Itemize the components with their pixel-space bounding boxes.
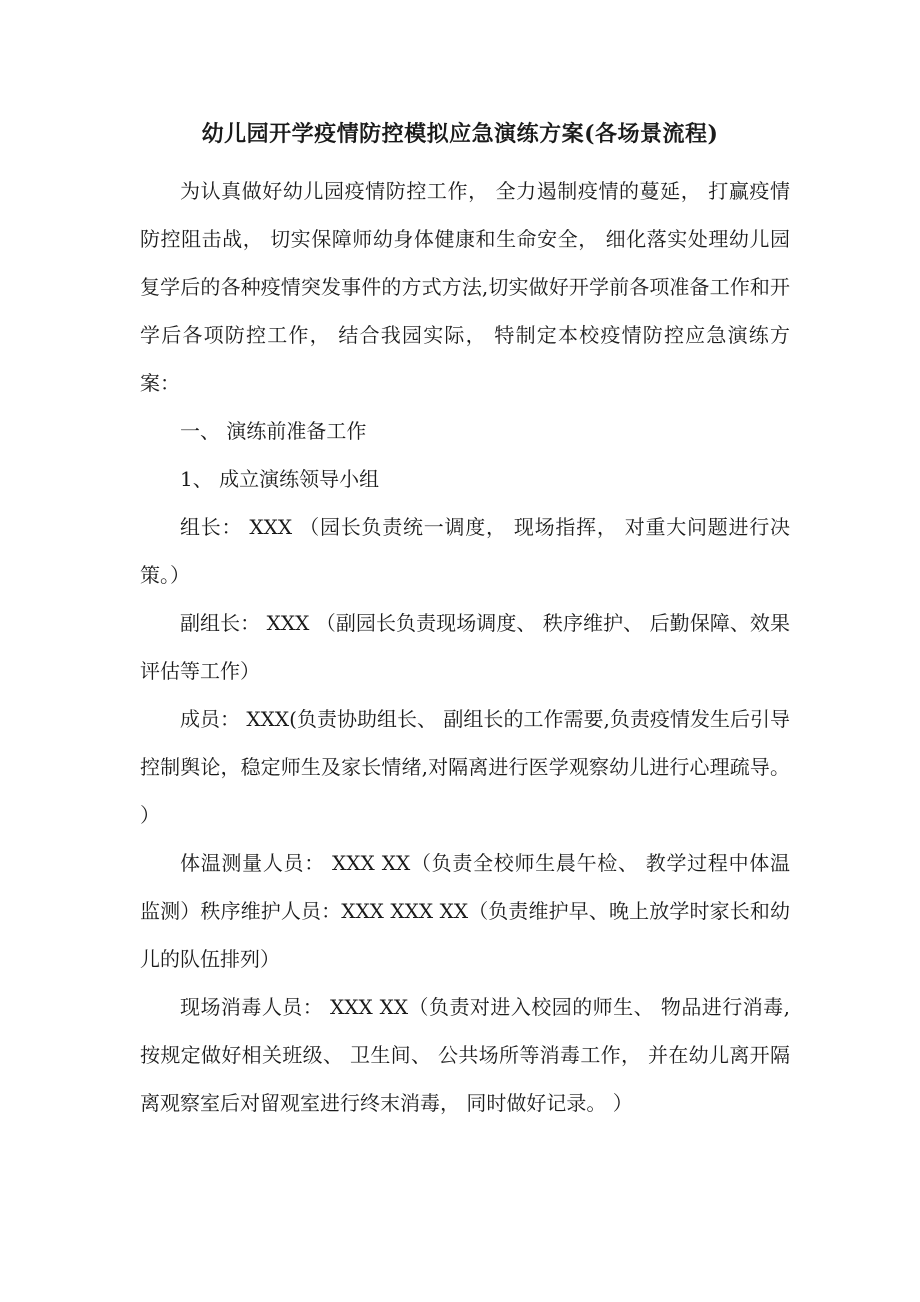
paragraph-disinfection-staff: 现场消毒人员： XXX XX（负责对进入校园的师生、 物品进行消毒,按规定做好相关班级、 卫生间、 公共场所等消毒工作， 并在幼儿离开隔离观察室后对留观室进行终末消毒， 同时做好记录。 ） <box>140 995 790 1115</box>
section-heading: 一、 演练前准备工作 <box>180 419 367 443</box>
paragraph-leader: 组长： XXX （园长负责统一调度， 现场指挥， 对重大问题进行决策。） <box>140 515 790 587</box>
paragraph-intro: 为认真做好幼儿园疫情防控工作， 全力遏制疫情的蔓延， 打赢疫情防控阻击战， 切实保障师幼身体健康和生命安全， 细化落实处理幼儿园复学后的各种疫情突发事件的方式方法,切实做好开学前各项准备工作和开学后各项防控工作， 结合我园实际， 特制定本校疫情防控应急演练方案： <box>140 179 790 395</box>
subsection-heading: 1、 成立演练领导小组 <box>180 467 380 491</box>
paragraph-members: 成员： XXX(负责协助组长、 副组长的工作需要,负责疫情发生后引导控制舆论，稳定师生及家长情绪,对隔离进行医学观察幼儿进行心理疏导。 ） <box>140 707 790 827</box>
paragraph-temperature-staff: 体温测量人员： XXX XX（负责全校师生晨午检、 教学过程中体温监测）秩序维护人员：XXX XXX XX（负责维护早、晚上放学时家长和幼儿的队伍排列） <box>140 851 790 971</box>
document-title: 幼儿园开学疫情防控模拟应急演练方案(各场景流程) <box>201 121 719 147</box>
paragraph-deputy-leader: 副组长： XXX （副园长负责现场调度、 秩序维护、 后勤保障、效果评估等工作） <box>140 611 790 683</box>
document-body <box>140 167 790 1127</box>
